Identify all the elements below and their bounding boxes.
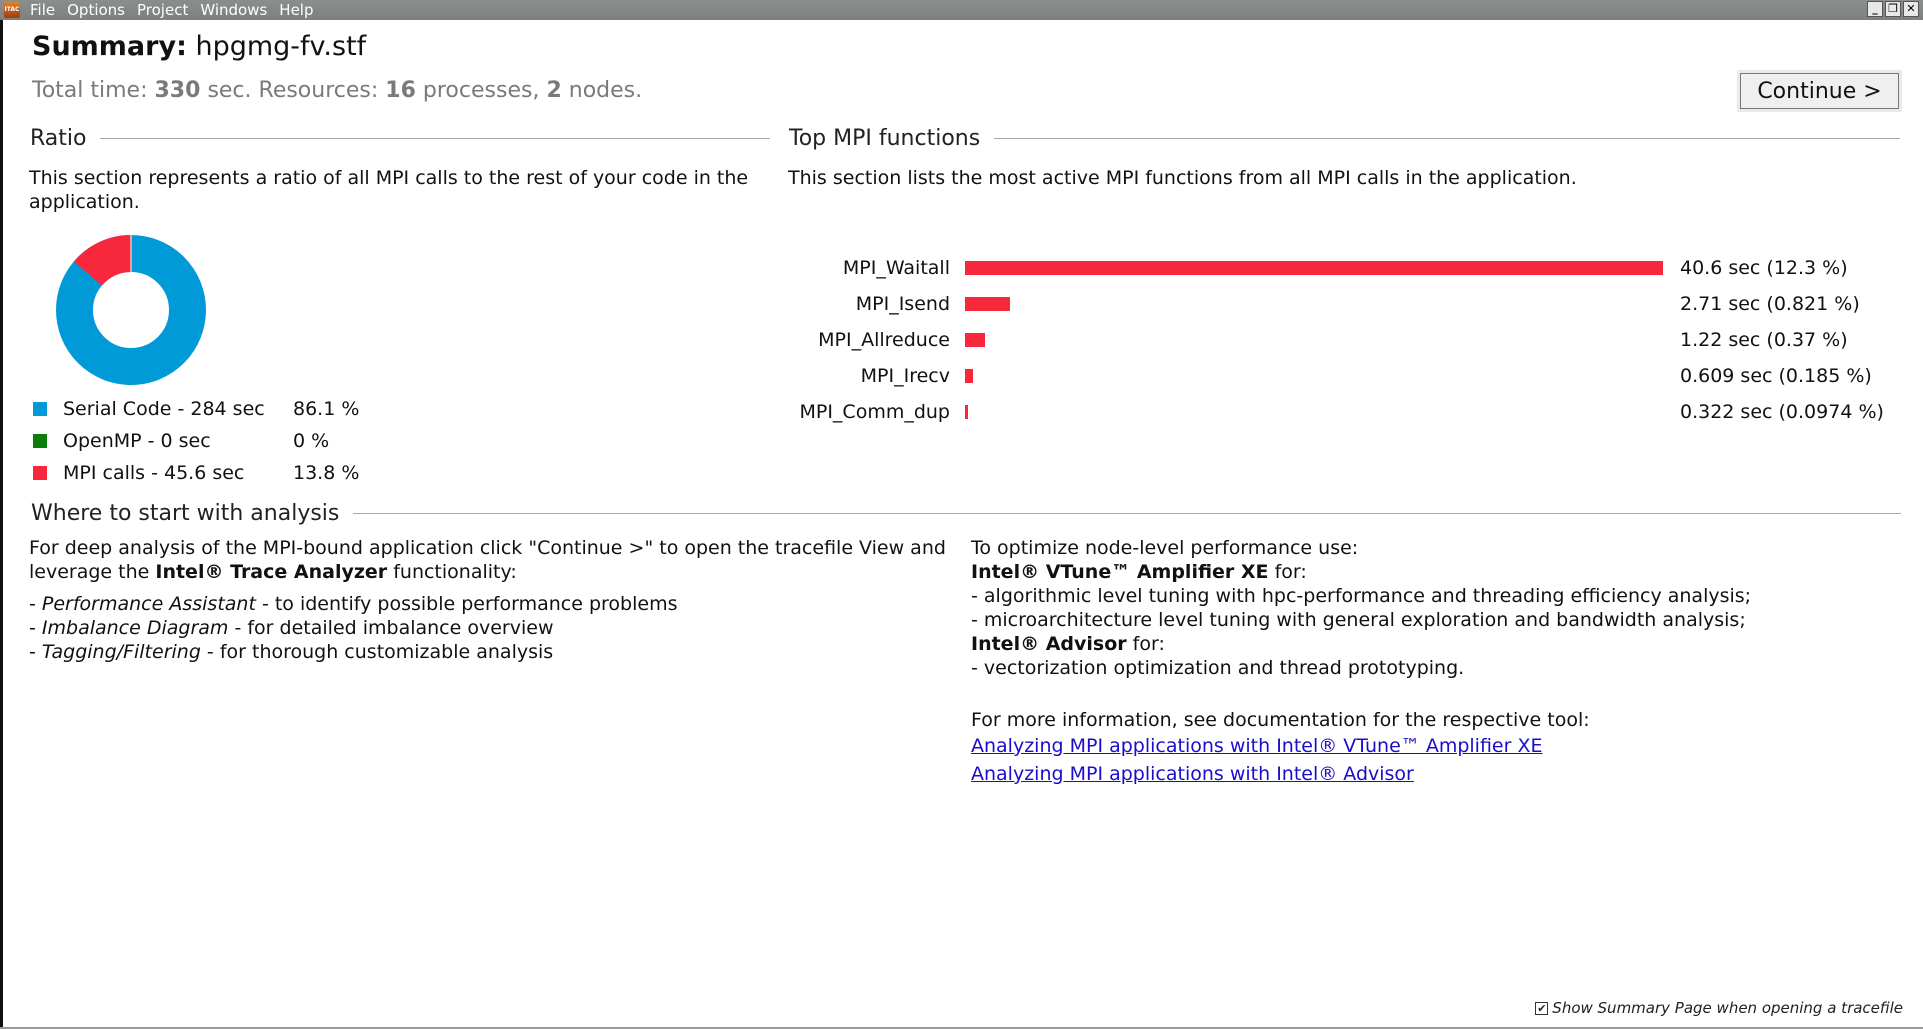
feature-name: Tagging/Filtering [41,641,201,663]
show-summary-label: Show Summary Page when opening a tracefile [1552,999,1903,1017]
legend-row-serial [33,393,359,425]
top-mpi-section-header [789,126,1900,151]
top-mpi-heading: Top MPI functions [789,126,981,151]
ratio-description: This section represents a ratio of all MPI calls to the rest of your code in the application. [29,167,749,213]
section-divider [994,138,1900,139]
openmp-swatch-icon [33,434,47,448]
mpi-bar [965,405,968,419]
window-left-border [0,20,3,1029]
legend-label: OpenMP - 0 sec [63,430,211,452]
section-divider [353,513,1901,514]
feature-name: Imbalance Diagram [41,617,229,639]
continue-button[interactable]: Continue > [1740,73,1899,109]
minimize-button[interactable]: _ [1867,1,1883,17]
legend-percent: 0 % [293,430,330,452]
legend-label: Serial Code - 284 sec [63,398,265,420]
total-time-unit: sec. Resources: [207,78,379,103]
intro-text: For deep analysis of the MPI-bound application click "Continue >" to open the tracefile View and leverage the [29,537,946,583]
intro-text: functionality: [387,561,517,583]
processes-value: 16 [385,78,416,103]
advisor-doc-link[interactable]: Analyzing MPI applications with Intel® Advisor [971,763,1414,785]
for-text: for: [1126,633,1165,655]
title-filename: hpgmg-fv.stf [195,31,367,62]
mpi-function-name: MPI_Allreduce [818,329,950,351]
analysis-heading: Where to start with analysis [31,501,340,526]
bar-area [965,286,1665,322]
legend-percent: 13.8 % [293,462,360,484]
mpi-function-value: 2.71 sec (0.821 %) [1680,293,1860,315]
summary-stats [32,78,642,103]
menu-options[interactable] [61,1,131,19]
mpi-function-value: 1.22 sec (0.37 %) [1680,329,1848,351]
top-mpi-bar-chart [780,250,1884,430]
feature-item: - Tagging/Filtering - for thorough customizable analysis [29,641,554,663]
for-text: for: [1268,561,1307,583]
serial-swatch-icon [33,402,47,416]
feature-desc: - for detailed imbalance overview [228,617,554,639]
mpi-bar [965,333,985,347]
vtune-doc-link[interactable]: Analyzing MPI applications with Intel® VTune™ Amplifier XE [971,735,1543,757]
vtune-item: - microarchitecture level tuning with general exploration and bandwidth analysis; [971,609,1746,631]
feature-item: - Imbalance Diagram - for detailed imbalance overview [29,617,554,639]
section-divider [100,138,770,139]
node-level-intro: To optimize node-level performance use: [971,537,1359,559]
analysis-right-column [971,536,1911,788]
mpi-function-name: MPI_Isend [855,293,950,315]
bar-area [965,358,1665,394]
bar-area [965,322,1665,358]
advisor-name: Intel® Advisor [971,633,1127,655]
feature-desc: - for thorough customizable analysis [200,641,554,663]
menu-bar [0,0,1923,20]
ratio-donut-chart [55,234,207,386]
title-label: Summary: [32,31,187,62]
analysis-left-column [29,536,969,664]
mpi-row[interactable] [780,358,1872,394]
mpi-function-value: 40.6 sec (12.3 %) [1680,257,1848,279]
legend-percent: 86.1 % [293,398,360,420]
top-mpi-description: This section lists the most active MPI functions from all MPI calls in the application. [788,167,1577,189]
trace-analyzer-intro [29,536,969,584]
vtune-item: - algorithmic level tuning with hpc-performance and threading efficiency analysis; [971,585,1752,607]
nodes-value: 2 [546,78,562,103]
advisor-heading [971,632,1911,656]
legend-row-mpi [33,457,359,489]
legend-row-openmp [33,425,359,457]
more-info-text: For more information, see documentation for the respective tool: [971,709,1590,731]
close-button[interactable]: ✕ [1903,1,1919,17]
ratio-legend [33,393,359,489]
menu-file[interactable] [24,1,61,19]
analysis-section-header [31,501,1901,526]
advisor-item: - vectorization optimization and thread prototyping. [971,657,1465,679]
mpi-function-name: MPI_Irecv [860,365,950,387]
page-title [32,31,366,62]
feature-item: - Performance Assistant - to identify possible performance problems [29,593,678,615]
processes-label: processes, [422,78,540,103]
menu-help[interactable] [273,1,319,19]
mpi-function-value: 0.322 sec (0.0974 %) [1680,401,1884,423]
nodes-label: nodes. [568,78,643,103]
menu-project-label: Project [137,1,189,19]
trace-analyzer-name: Intel® Trace Analyzer [155,561,388,583]
mpi-function-name: MPI_Comm_dup [799,401,950,423]
feature-name: Performance Assistant [41,593,256,615]
legend-label: MPI calls - 45.6 sec [63,462,245,484]
mpi-row[interactable] [780,322,1848,358]
bar-area [965,250,1665,286]
ratio-section-header [30,126,770,151]
menu-project[interactable] [131,1,194,19]
total-time-label: Total time: [32,78,148,103]
menu-options-label: Options [67,1,125,19]
mpi-bar [965,369,973,383]
feature-desc: - to identify possible performance problems [255,593,678,615]
mpi-function-value: 0.609 sec (0.185 %) [1680,365,1872,387]
show-summary-option[interactable] [1535,999,1903,1017]
mpi-bar [965,297,1010,311]
checkbox-checked-icon[interactable]: ✔ [1537,1001,1547,1015]
menu-help-label: Help [279,1,314,19]
ratio-heading: Ratio [30,126,87,151]
total-time-value: 330 [154,78,201,103]
window-controls [1867,1,1919,17]
restore-button[interactable]: ❐ [1885,1,1901,17]
menu-windows-label: Windows [200,1,268,19]
mpi-bar [965,261,1663,275]
mpi-row[interactable] [780,394,1884,430]
bar-area [965,394,1665,430]
mpi-swatch-icon [33,466,47,480]
menu-file-label: File [30,1,56,19]
mpi-row[interactable] [780,286,1860,322]
menu-windows[interactable] [194,1,273,19]
mpi-function-name: MPI_Waitall [842,257,950,279]
app-icon: ITAC [4,2,20,18]
vtune-heading [971,560,1911,584]
vtune-name: Intel® VTune™ Amplifier XE [971,561,1269,583]
mpi-row[interactable] [780,250,1848,286]
feature-list [29,592,969,664]
